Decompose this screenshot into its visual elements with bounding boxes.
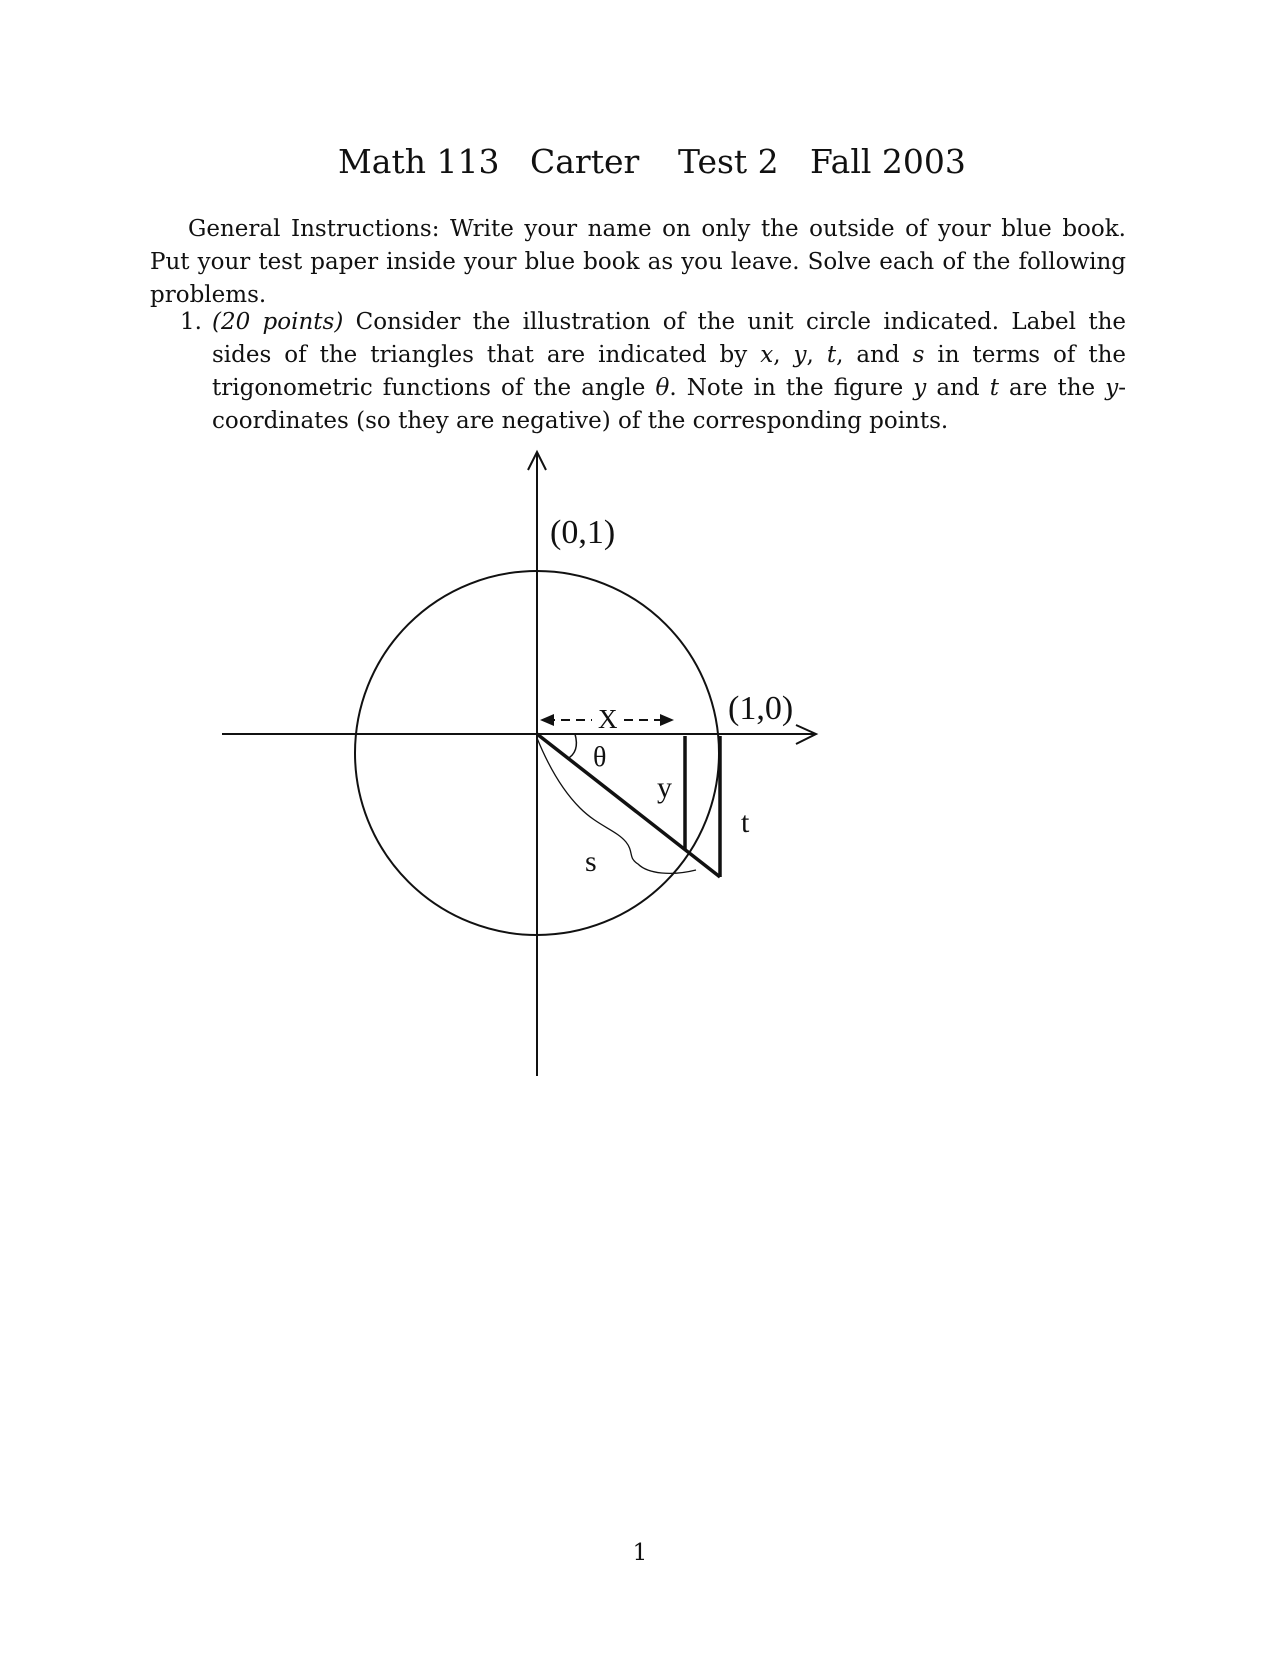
problem-text-3: . Note in the figure	[669, 375, 914, 401]
label-point-0-1: (0,1)	[550, 514, 616, 551]
problem-text-4: and	[926, 375, 990, 401]
test-title: Test 2	[678, 142, 779, 181]
term-label: Fall 2003	[810, 142, 966, 181]
var-x: x	[760, 342, 774, 368]
label-y: y	[657, 771, 672, 804]
var-y-3: y	[1105, 375, 1119, 401]
label-t: t	[741, 806, 750, 839]
instructor-name: Carter	[530, 142, 640, 181]
sep-3: , and	[836, 342, 913, 368]
var-t-2: t	[989, 375, 999, 401]
label-point-1-0: (1,0)	[728, 690, 794, 727]
sep-2: ,	[806, 342, 827, 368]
problem-text-6: -coordinates (so they are negative) of the corresponding points.	[212, 375, 1127, 434]
var-y: y	[793, 342, 807, 368]
problem-text-1: Consider the illustration of the unit circle indicated. Label the sides of the triangles that are indicated by	[212, 309, 1126, 368]
var-theta: θ	[655, 375, 670, 401]
hypotenuse-line	[537, 734, 720, 877]
problem-number: 1.	[180, 309, 202, 335]
label-x: X	[598, 704, 618, 734]
course-name: Math 113	[338, 142, 500, 181]
label-s: s	[585, 845, 597, 878]
var-y-2: y	[913, 375, 927, 401]
var-s: s	[912, 342, 925, 368]
var-t: t	[826, 342, 837, 368]
sep-1: ,	[773, 342, 794, 368]
theta-arc	[567, 734, 576, 759]
s-arc-brace	[537, 738, 696, 873]
general-instructions: General Instructions: Write your name on only the outside of your blue book. Put your test paper inside your blue book as you leave. Solve each of the following problems.	[150, 216, 1126, 308]
problem-text-5: are the	[998, 375, 1106, 401]
problem-text-2: in terms of the trigonometric functions of the angle	[212, 342, 1127, 401]
page-number: 1	[632, 1540, 648, 1566]
label-theta: θ	[593, 742, 607, 773]
problem-points: (20 points)	[212, 309, 344, 335]
